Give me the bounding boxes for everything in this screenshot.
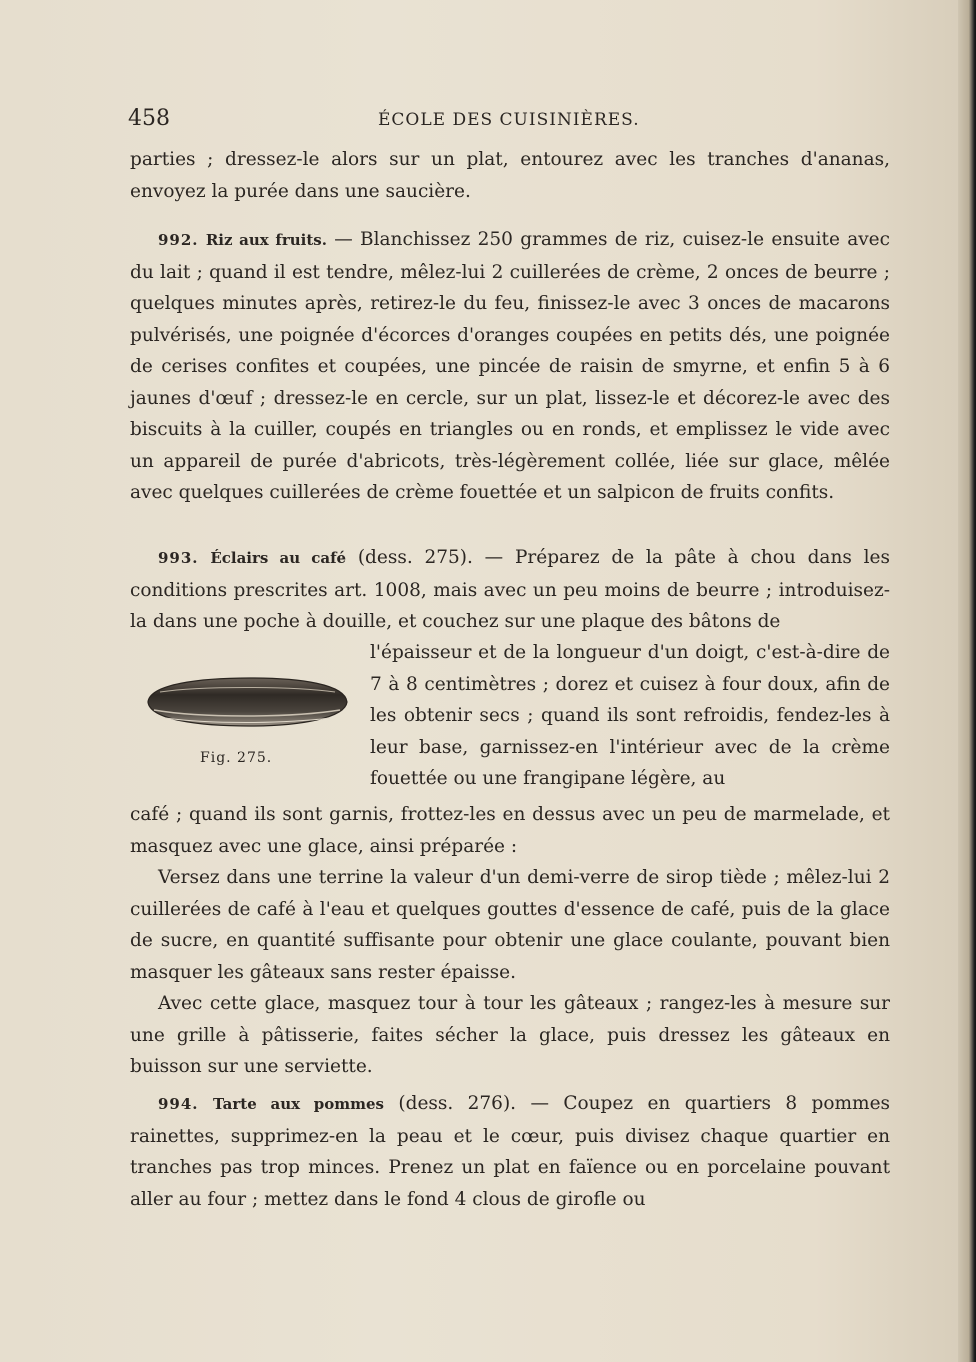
recipe-994	[130, 1088, 890, 1215]
running-title: ÉCOLE DES CUISINIÈRES.	[378, 110, 640, 130]
recipe-text: — Préparez de la pâte à chou dans les conditions prescrites art. 1008, mais avec un peu moins de beurre ; introduisez-la dans une poche à douille, et couchez sur une plaque des bâtons de	[130, 547, 890, 632]
recipe-paragraph: Versez dans une terrine la valeur d'un demi-verre de sirop tiède ; mêlez-lui 2 cuillerées de café à l'eau et quelques gouttes d'essence de café, puis de la glace de sucre, en quantité suffisante pour obtenir une glace coulante, pouvant bien masquer les gâteaux sans rester épaisse.	[130, 867, 890, 983]
page-gutter	[958, 0, 976, 1362]
recipe-993-beside-figure	[370, 637, 890, 795]
recipe-number: 993.	[158, 549, 199, 567]
intro-paragraph	[130, 144, 890, 207]
recipe-paragraph: Avec cette glace, masquez tour à tour les gâteaux ; rangez-les à mesure sur une grille à pâtisserie, faites sécher la glace, puis dressez les gâteaux en buisson sur une serviette.	[130, 993, 890, 1077]
page-header	[128, 104, 888, 138]
recipe-title: Éclairs au café	[210, 549, 347, 567]
recipe-text: — Coupez en quartiers 8 pommes rainettes, supprimez-en la peau et le cœur, puis divisez chaque quartier en tranches pas trop minces. Prenez un plat en faïence ou en porcelaine pouvant aller au four ; mettez dans le fond 4 clous de girofle ou	[130, 1093, 891, 1210]
eclair-illustration-icon	[140, 662, 355, 742]
recipe-title: Riz aux fruits.	[205, 231, 327, 249]
recipe-992	[130, 224, 890, 509]
intro-text: parties ; dressez-le alors sur un plat, entourez avec les tranches d'ananas, envoyez la purée dans une saucière.	[130, 149, 890, 202]
recipe-reference: (dess. 276).	[384, 1093, 517, 1114]
recipe-text: l'épaisseur et de la longueur d'un doigt, c'est-à-dire de 7 à 8 centimètres ; dorez et cuisez à four doux, afin de les obtenir secs ; quand ils sont refroidis, fendez-les à leur base, garnissez-en l'intérieur avec de la crème fouettée ou une frangipane légère, au	[370, 642, 890, 789]
recipe-text: — Blanchissez 250 grammes de riz, cuisez-le ensuite avec du lait ; quand il est tendre, mêlez-lui 2 cuillerées de crème, 2 onces de beurre ; quelques minutes après, retirez-le du feu, finissez-le avec 3 onces de macarons pulvérisés, une poignée d'écorces d'oranges coupées en petits dés, une poignée de cerises confites et coupées, une pincée de raisin de smyrne, et enfin 5 à 6 jaunes d'œuf ; dressez-le en cercle, sur un plat, lissez-le et décorez-le avec des biscuits à la cuiller, coupés en triangles ou en ronds, et emplissez le vide avec un appareil de purée d'abricots, très-légèrement collée, liée sur glace, mêlée avec quelques cuillerées de crème fouettée et un salpicon de fruits confits.	[130, 229, 890, 503]
recipe-number: 994.	[158, 1095, 199, 1113]
recipe-reference: (dess. 275).	[346, 547, 473, 568]
recipe-title: Tarte aux pommes	[212, 1095, 384, 1113]
figure-caption: Fig. 275.	[200, 750, 273, 766]
recipe-text: café ; quand ils sont garnis, frottez-les en dessus avec un peu de marmelade, et masquez avec une glace, ainsi préparée :	[130, 804, 890, 857]
recipe-number: 992.	[158, 231, 199, 249]
recipe-993-continued	[130, 799, 890, 1083]
recipe-993-intro	[130, 542, 890, 638]
page-number: 458	[128, 106, 170, 131]
